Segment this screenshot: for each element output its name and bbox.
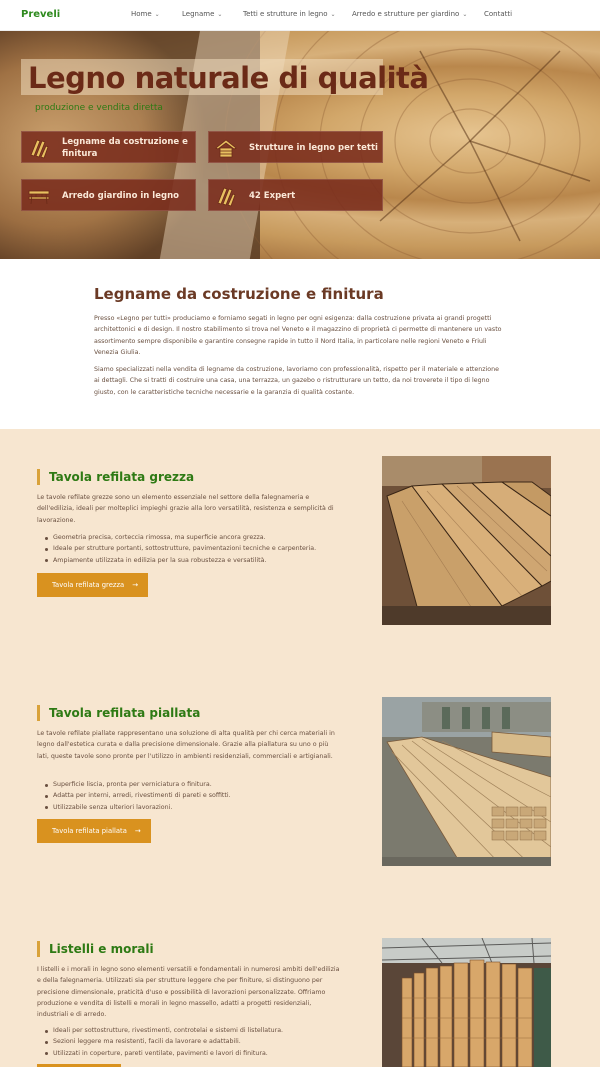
chevron-down-icon: ⌄ — [462, 11, 468, 18]
hero-card-label: Arredo giardino in legno — [62, 191, 179, 201]
intro-paragraph: Siamo specializzati nella vendita di legname da costruzione, lavoriamo con professionalità, rispetto per il materiale e attenzione ai dettagli. Che si tratti di costruire una casa, una terrazza, un gazebo o ristrutturare un tetto, da noi troverete il tipo di legno giusto, con le caratteristiche tecniche necessarie e la garanzia di qualità costante. — [94, 366, 500, 396]
arrow-right-icon: → — [134, 827, 141, 835]
planed-planks-image — [382, 697, 551, 866]
product-description: Le tavole refilate piallate rappresentano una soluzione di alta qualità per chi cerca materiali in legno dall'estetica curata e dalla precisione dimensionale. Grazie alla piallatura su uno o più lati, queste tavole sono pronte per l'utilizzo in ambienti residenziali, commerciali e artigianali. — [37, 730, 335, 760]
button-label: Tavola refilata grezza — [52, 581, 125, 589]
product-description: I listelli e i morali in legno sono elementi versatili e fondamentali in numerosi ambiti dell'edilizia e della falegnameria. Utilizzati sia per strutture leggere che per finiture, si distinguono per precisione dimensionale, praticità d'uso e possibilità di lavorazioni personalizzate. Offriamo produzione e vendita di listelli e morali in legno massello, adatti a progetti residenziali, industriali e di arredo. — [37, 966, 340, 1019]
battens-warehouse-image — [382, 938, 551, 1067]
product-description: Le tavole refilate grezze sono un elemento essenziale nel settore della falegnameria e dell'edilizia, ideali per molteplici impieghi grazie alla loro versatilità, resistenza e semplicità di lavorazione. — [37, 494, 334, 524]
hero-subtitle: produzione e vendita diretta — [35, 103, 163, 113]
chevron-down-icon: ⌄ — [330, 11, 336, 18]
chevron-down-icon: ⌄ — [217, 11, 223, 18]
house-icon — [215, 137, 237, 159]
list-item: Sezioni leggere ma resistenti, facili da lavorare e adattabili. — [45, 1036, 345, 1047]
hero-card-label: Legname da costruzione e finitura — [62, 137, 188, 159]
lumber-icon — [28, 137, 50, 159]
hero-card-label: 42 Expert — [249, 191, 296, 201]
top-navigation — [0, 0, 600, 31]
list-item: Geometria precisa, corteccia rimossa, ma superficie ancora grezza. — [45, 532, 345, 543]
list-item: Ampiamente utilizzata in edilizia per la sua robustezza e versatilità. — [45, 555, 345, 566]
product-title: Tavola refilata grezza — [37, 469, 194, 485]
product-feature-list — [45, 532, 345, 566]
lumber-icon — [215, 185, 237, 207]
hero-banner — [0, 31, 600, 259]
hero-card-expert[interactable] — [208, 179, 383, 211]
nav-item-tetti[interactable] — [243, 10, 336, 18]
list-item: Utilizzabile senza ulteriori lavorazioni. — [45, 802, 345, 813]
hero-card-label: Strutture in legno per tetti — [249, 143, 378, 153]
tavola-refilata-grezza-button[interactable] — [37, 573, 148, 597]
nav-item-legname[interactable] — [182, 10, 222, 18]
chevron-down-icon: ⌄ — [154, 11, 160, 18]
intro-title: Legname da costruzione e finitura — [94, 285, 384, 303]
hero-card-legname[interactable] — [21, 131, 196, 163]
rough-planks-image — [382, 456, 551, 625]
list-item: Adatta per interni, arredi, rivestimenti di pareti e soffitti. — [45, 790, 345, 801]
hero-title: Legno naturale di qualità — [28, 61, 429, 95]
button-label: Tavola refilata piallata — [52, 827, 127, 835]
picnic-table-icon — [28, 185, 50, 207]
list-item: Superficie liscia, pronta per verniciatura o finitura. — [45, 779, 345, 790]
nav-item-arredo[interactable] — [352, 10, 467, 18]
arrow-right-icon: → — [132, 581, 139, 589]
nav-item-home[interactable] — [131, 10, 160, 18]
product-title: Tavola refilata piallata — [37, 705, 200, 721]
nav-item-label: Home — [131, 10, 152, 18]
list-item: Utilizzati in coperture, pareti ventilate, pavimenti e lavori di finitura. — [45, 1048, 345, 1059]
list-item: Ideali per sottostrutture, rivestimenti, controtelai e sistemi di listellatura. — [45, 1025, 345, 1036]
nav-item-label: Contatti — [484, 10, 513, 18]
nav-item-label: Tetti e strutture in legno — [243, 10, 328, 18]
hero-card-arredo[interactable] — [21, 179, 196, 211]
product-title: Listelli e morali — [37, 941, 154, 957]
intro-paragraph: Presso «Legno per tutti» produciamo e forniamo segati in legno per ogni esigenza: dalla costruzione privata ai grandi progetti architettonici e di design. Il nostro stabilimento si trova nel Veneto e il magazzino di proprietà ci permette di mantenere un vasto assortimento sempre disponibile e garantire consegne rapide in tutto il Nord Italia, in particolare nelle regioni Veneto e Friuli Venezia Giulia. — [94, 315, 502, 357]
product-feature-list — [45, 779, 345, 813]
list-item: Ideale per strutture portanti, sottostrutture, pavimentazioni tecniche e carpenteria. — [45, 543, 345, 554]
product-feature-list — [45, 1025, 345, 1059]
nav-item-contatti[interactable] — [484, 10, 512, 18]
nav-item-label: Arredo e strutture per giardino — [352, 10, 460, 18]
hero-card-tetti[interactable] — [208, 131, 383, 163]
tavola-refilata-piallata-button[interactable] — [37, 819, 151, 843]
intro-section — [0, 259, 600, 429]
nav-item-label: Legname — [182, 10, 215, 18]
site-logo[interactable]: Preveli — [21, 9, 61, 20]
